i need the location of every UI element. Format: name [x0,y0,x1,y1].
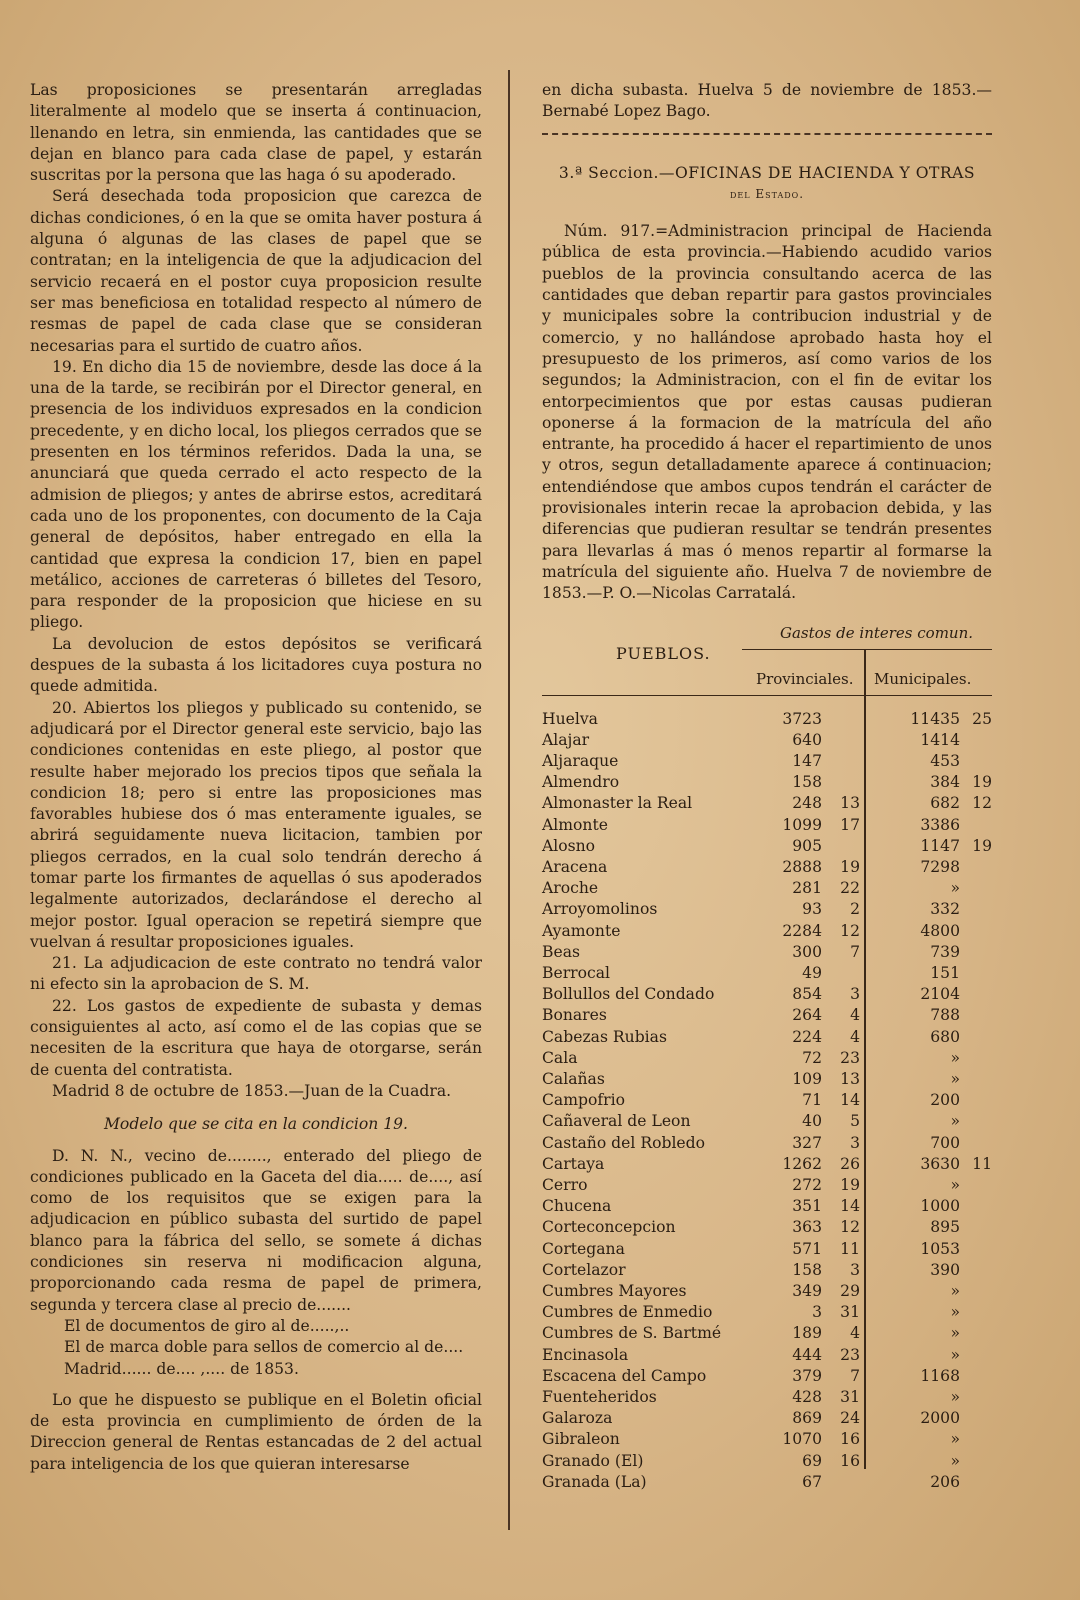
cell-mv: 4800 [920,921,960,940]
table-row [542,878,992,899]
cell-town: Encinasola [542,1345,629,1364]
cell-pc: 16 [840,1430,860,1449]
cell-town: Berrocal [542,963,611,982]
paragraph: 21. La adjudicacion de este contrato no tendrá valor ni efecto sin la aprobacion de S. M. [30,954,482,994]
cell-pv: 3 [812,1303,822,1322]
cell-mv: 3386 [920,815,960,834]
cell-pv: 224 [792,1027,822,1046]
cell-pv: 379 [792,1366,822,1385]
cell-pc: 19 [840,1176,860,1194]
cell-pc: 29 [840,1282,860,1301]
cell-pv: 428 [792,1388,822,1407]
cell-pv: 272 [792,1176,822,1194]
table-row [542,751,992,772]
cell-mc [964,1260,992,1281]
cell-pc: 13 [840,794,860,813]
cell-pv: 1262 [782,1154,822,1173]
cell-mv: 453 [930,751,960,770]
signature-line: Madrid 8 de octubre de 1853.—Juan de la Cuadra. [52,1081,452,1100]
paragraph: Lo que he dispuesto se publique en el Boletin oficial de esta provincia en cumplimiento de órden de la Direccion general de Rentas estancadas de 2 del actual para inteligencia de los que quieran interesarse [30,1390,482,1473]
cell-town: Cortegana [542,1239,625,1258]
cell-mv: 384 [930,773,960,792]
cell-mv: 1053 [920,1239,960,1258]
cell-mc [964,1175,992,1196]
cell-pc: 3 [850,1133,860,1152]
table-row [542,1005,992,1026]
paragraph: en dicha subasta. Huelva 5 de noviembre de 1853.—Bernabé Lopez Bago. [542,81,992,121]
cell-mv: 200 [930,1091,960,1110]
table-row [542,1429,992,1450]
cell-mc [964,1005,992,1026]
paragraph: Las proposiciones se presentarán arregladas literalmente al modelo que se inserta á continuacion, llenando en letra, sin enmienda, las cantidades que se dejan en blanco para cada clase de papel, y estarán suscritas por la persona que las haga ó su apoderado. [30,81,482,185]
cell-mc [964,1090,992,1111]
cell-pc: 7 [850,942,860,961]
cell-town: Chucena [542,1197,612,1216]
table-row [542,1302,992,1323]
cell-mc [964,1323,992,1344]
cell-town: Huelva [542,709,598,728]
cell-pv: 300 [792,942,822,961]
table-row [542,1133,992,1154]
cell-pc: 12 [840,1218,860,1237]
table-row [542,1111,992,1132]
cell-mc: 19 [972,773,992,792]
cell-mc [964,1429,992,1450]
cell-mc [964,1217,992,1238]
paragraph: La devolucion de estos depósitos se verificará despues de la subasta á los licitadores cuya postura no quede admitida. [30,634,482,696]
table-row [542,921,992,942]
cell-mc [964,1387,992,1408]
cell-mc [964,1302,992,1323]
cell-pc [826,1472,868,1493]
paragraph: D. N. N., vecino de........, enterado del pliego de condiciones publicado en la Gaceta del dia..... de...., así como de los requisitos que se exigen para la adjudicacion en público subasta del surtido de papel blanco para la fábrica del sello, se somete á dichas condiciones sin reserva ni modificacion alguna, proporcionando cada resma de papel de primera, segunda y tercera clase al precio de....... [30,1146,482,1314]
cell-pc: 14 [840,1091,860,1110]
table-row [542,1217,992,1238]
cell-mv: » [950,1430,960,1449]
cell-mv: 332 [930,900,960,919]
cell-pc [826,730,868,751]
cell-pv: 189 [792,1324,822,1343]
list-item: Madrid...... de.... ,.... de 1853. [64,1359,299,1378]
cell-pv: 640 [792,730,822,749]
cell-mv: 1168 [920,1366,960,1385]
cell-pv: 158 [792,773,822,792]
cell-pc: 13 [840,1069,860,1088]
cell-mv: » [950,1388,960,1407]
cell-pc [826,963,868,984]
cell-town: Cumbres de S. Bartmé [542,1324,722,1343]
cell-pv: 40 [802,1112,822,1131]
cell-mc [964,1196,992,1217]
cell-pc [826,709,868,730]
cell-pv: 1099 [782,815,822,834]
cell-mc [964,1239,992,1260]
cell-pc: 26 [840,1154,860,1173]
cell-mc [964,1069,992,1090]
cell-town: Corteconcepcion [542,1218,676,1237]
cell-mv: 2000 [920,1409,960,1428]
cell-pv: 72 [802,1048,822,1067]
cell-mc [964,1366,992,1387]
table-row [542,815,992,836]
table-row [542,1239,992,1260]
cell-pv: 327 [792,1133,822,1152]
cell-town: Cala [542,1048,578,1067]
table-row [542,1260,992,1281]
cell-mv: 2104 [920,985,960,1004]
cell-mv: 7298 [920,857,960,876]
cell-pv: 854 [792,985,822,1004]
cell-town: Calañas [542,1069,605,1088]
cell-mv: 788 [930,1006,960,1025]
cell-town: Granada (La) [542,1472,647,1491]
table-row [542,772,992,793]
cell-pv: 2888 [782,857,822,876]
table-row [542,1048,992,1069]
cell-town: Alosno [542,836,596,855]
cell-pc: 3 [850,985,860,1004]
cell-mc [964,1408,992,1429]
cell-mv: » [950,1282,960,1301]
paragraph: Será desechada toda proposicion que carezca de dichas condiciones, ó en la que se omita haver postura á alguna ó algunas de las clases de papel que se contratan; en la inteligencia de que la adjudicacion del servicio recaerá en el postor cuya proposicion resulte ser mas beneficiosa en totalidad respecto al número de resmas de papel de cada clase que se consideran necesarias para el surtido de cuatro años. [30,187,482,355]
cell-mc [964,899,992,920]
table-row [542,1175,992,1196]
paragraph: 19. En dicho dia 15 de noviembre, desde las doce á la una de la tarde, se recibirán por el Director general, en presencia de los individuos expresados en la condicion precedente, y en dicho local, los pliegos cerrados que se presenten en los términos referidos. Dada la una, se anunciará que queda cerrado el acto respecto de la admision de pliegos; y antes de abrirse estos, acreditará cada uno de los proponentes, con documento de la Caja general de depósitos, haber entregado en ella la cantidad que expresa la condicion 17, bien en papel metálico, acciones de carreteras ó billetes del Tesoro, para responder de la proposicion que hiciese en su pliego. [30,357,482,632]
cell-mv: » [950,1451,960,1470]
table-row [542,836,992,857]
cell-mc [964,751,992,772]
cell-pv: 2284 [782,921,822,940]
cell-mv: 11435 [910,709,960,728]
cell-mv: » [950,1303,960,1322]
cell-town: Cumbres Mayores [542,1282,687,1301]
cell-pc: 22 [840,879,860,898]
table-row [542,1323,992,1344]
cell-pv: 869 [792,1409,822,1428]
cell-pv: 158 [792,1260,822,1279]
cell-pc: 17 [840,815,860,834]
table-row [542,942,992,963]
table-row [542,1069,992,1090]
cell-town: Arroyomolinos [542,900,658,919]
cell-pv: 67 [802,1472,822,1491]
column-divider [508,70,510,1530]
cell-mv: 1147 [920,836,960,855]
cell-town: Campofrio [542,1091,625,1110]
table-row [542,1281,992,1302]
table-row [542,730,992,751]
cell-pv: 1070 [782,1430,822,1449]
cell-pc: 5 [850,1112,860,1131]
cell-pc: 23 [840,1048,860,1067]
cell-mv: 390 [930,1260,960,1279]
table-row [542,1154,992,1175]
cell-mc [964,1027,992,1048]
left-column [30,80,482,1475]
cell-mv: 3630 [920,1154,960,1173]
cell-mc [964,1281,992,1302]
column-header-municipales: Municipales. [874,669,972,688]
list-item: El de documentos de giro al de.....,.. [64,1316,350,1335]
cell-mv: 895 [930,1218,960,1237]
cell-town: Almonte [542,815,608,834]
header-rule [742,649,992,650]
cell-town: Fuenteheridos [542,1388,657,1407]
cell-mc [964,963,992,984]
list-item: El de marca doble para sellos de comercio al de.... [64,1338,464,1357]
cell-pv: 349 [792,1282,822,1301]
cell-mv: 151 [930,963,960,982]
cell-pc: 12 [840,921,860,940]
column-header-provinciales: Provinciales. [756,669,854,688]
cell-town: Cumbres de Enmedio [542,1303,713,1322]
cell-pc: 3 [850,1260,860,1279]
cell-pc: 4 [850,1324,860,1343]
cell-mc [964,1111,992,1132]
cell-town: Bonares [542,1006,607,1025]
cell-town: Cartaya [542,1154,605,1173]
table-body [542,709,992,1494]
cell-mv: » [950,1345,960,1364]
table-row [542,1472,992,1493]
cell-mc [964,942,992,963]
cell-mv: 739 [930,942,960,961]
paragraph: Núm. 917.=Administracion principal de Hacienda pública de esta provincia.—Habiendo acudido varios pueblos de la provincia consultando acerca de las cantidades que deban repartir para gastos provinciales y municipales sobre la contribucion industrial y de comercio, y no hallándose aprobado hasta hoy el presupuesto de los primeros, así como varios de los segundos; la Administracion, con el fin de evitar los entorpecimientos que por estas causas pudieran oponerse á la formacion de la matrícula del año entrante, ha procedido á hacer el repartimiento de unos y otros, segun detalladamente aparece á continuacion; entendiéndose que ambos cupos tendrán el carácter de provisionales interin recae la aprobacion debida, y las diferencias que pudieran resultar se tendrán presentes para llevarlas á mas ó menos repartir al formarse la matrícula del siguiente año. Huelva 7 de noviembre de 1853.—P. O.—Nicolas Carratalá. [542,222,992,603]
cell-mv: 1000 [920,1197,960,1216]
cell-pv: 281 [792,879,822,898]
cell-mv: » [950,1048,960,1067]
cell-pv: 69 [802,1451,822,1470]
cell-pv: 93 [802,900,822,919]
paragraph: 22. Los gastos de expediente de subasta y demas consiguientes al acto, así como el de las copias que se necesiten de la escritura que haya de otorgarse, serán de cuenta del contratista. [30,996,482,1079]
cell-pc: 4 [850,1006,860,1025]
cell-pc [826,772,868,793]
cell-pv: 351 [792,1197,822,1216]
table-row [542,1090,992,1111]
table-row [542,709,992,730]
cell-town: Aroche [542,879,599,898]
table-row [542,899,992,920]
cell-town: Gibraleon [542,1430,620,1449]
cell-mc: 25 [972,709,992,728]
cell-mv: 700 [930,1133,960,1152]
cell-pv: 248 [792,794,822,813]
cell-pc: 16 [840,1451,860,1470]
cell-pc: 31 [840,1303,860,1322]
cell-town: Aljaraque [542,751,619,770]
cell-pc: 31 [840,1388,860,1407]
cell-pv: 147 [792,751,822,770]
cell-pv: 444 [792,1345,822,1364]
cell-mv: 1414 [920,730,960,749]
cell-town: Beas [542,942,580,961]
table-title: Gastos de interes comun. [780,623,974,642]
cell-town: Almendro [542,773,620,792]
section-subheading: del Estado. [729,186,805,201]
cell-mv: » [950,879,960,898]
cell-mv: » [950,1176,960,1194]
table-row [542,984,992,1005]
cell-mv: 206 [930,1472,960,1491]
table-row [542,1408,992,1429]
cell-mc [964,921,992,942]
cell-pv: 905 [792,836,822,855]
cell-mc [964,1048,992,1069]
cell-pc [826,836,868,857]
cell-pc [826,751,868,772]
cell-pc: 19 [840,857,860,876]
cell-mc [964,1451,992,1472]
cell-town: Almonaster la Real [542,794,693,813]
cell-pv: 3723 [782,709,822,728]
cell-town: Ayamonte [542,921,621,940]
cell-town: Castaño del Robledo [542,1133,706,1152]
cell-mc [964,1472,992,1493]
cell-mc [964,857,992,878]
table-row [542,1027,992,1048]
separator-rule [542,133,992,135]
table-row [542,1366,992,1387]
cell-mv: » [950,1069,960,1088]
cell-pc: 14 [840,1197,860,1216]
cell-pc: 24 [840,1409,860,1428]
cell-mc [964,984,992,1005]
cell-town: Galaroza [542,1409,613,1428]
cell-pc: 2 [850,900,860,919]
cell-pc: 23 [840,1345,860,1364]
cell-mc [964,878,992,899]
paragraph: 20. Abiertos los pliegos y publicado su contenido, se adjudicará por el Director general este servicio, bajo las condiciones contenidas en este pliego, al postor que resulte haber mejorado los precios tipos que señala la condicion 18; pero si entre las proposiciones mas favorables hubiese dos ó mas enteramente iguales, se abrirá seguidamente nueva licitacion, tambien por pliegos cerrados, en la cual solo tendrán derecho á tomar parte los firmantes de aquellas ó sus apoderados legalmente autorizados, declarándose el derecho al mejor postor. Igual operacion se repetirá siempre que vuelvan á resultar proposiciones iguales. [30,698,482,951]
cell-pv: 49 [802,963,822,982]
cell-town: Aracena [542,857,608,876]
cell-pc: 11 [840,1239,860,1258]
column-header-pueblos: PUEBLOS. [616,643,711,663]
cell-mv: 680 [930,1027,960,1046]
section-heading: 3.ª Seccion.—OFICINAS DE HACIENDA Y OTRAS [558,163,976,182]
table-row [542,793,992,814]
cell-pc: 4 [850,1027,860,1046]
cell-mc [964,815,992,836]
cell-mv: » [950,1112,960,1131]
cell-town: Cerro [542,1176,588,1194]
cell-pv: 571 [792,1239,822,1258]
cell-pc: 7 [850,1366,860,1385]
table-row [542,1345,992,1366]
cell-town: Cortelazor [542,1260,626,1279]
cell-mc [964,1345,992,1366]
cell-town: Escacena del Campo [542,1366,707,1385]
table-row [542,857,992,878]
cell-pv: 71 [802,1091,822,1110]
cell-town: Granado (El) [542,1451,644,1470]
cell-mc: 12 [972,794,992,813]
model-title: Modelo que se cita en la condicion 19. [103,1115,409,1134]
cell-town: Bollullos del Condado [542,985,715,1004]
cell-pv: 109 [792,1069,822,1088]
cell-town: Alajar [542,730,590,749]
header-rule [542,695,992,696]
table-row [542,1196,992,1217]
table-row [542,1451,992,1472]
cell-mc [964,730,992,751]
cell-mv: » [950,1324,960,1343]
table-row [542,1387,992,1408]
cell-mv: 682 [930,794,960,813]
right-column [542,80,992,1491]
cell-pv: 363 [792,1218,822,1237]
cell-town: Cañaveral de Leon [542,1112,691,1131]
cell-pv: 264 [792,1006,822,1025]
cell-mc: 11 [972,1154,992,1173]
cell-mc: 19 [972,836,992,855]
cell-town: Cabezas Rubias [542,1027,667,1046]
cell-mc [964,1133,992,1154]
table-row [542,963,992,984]
